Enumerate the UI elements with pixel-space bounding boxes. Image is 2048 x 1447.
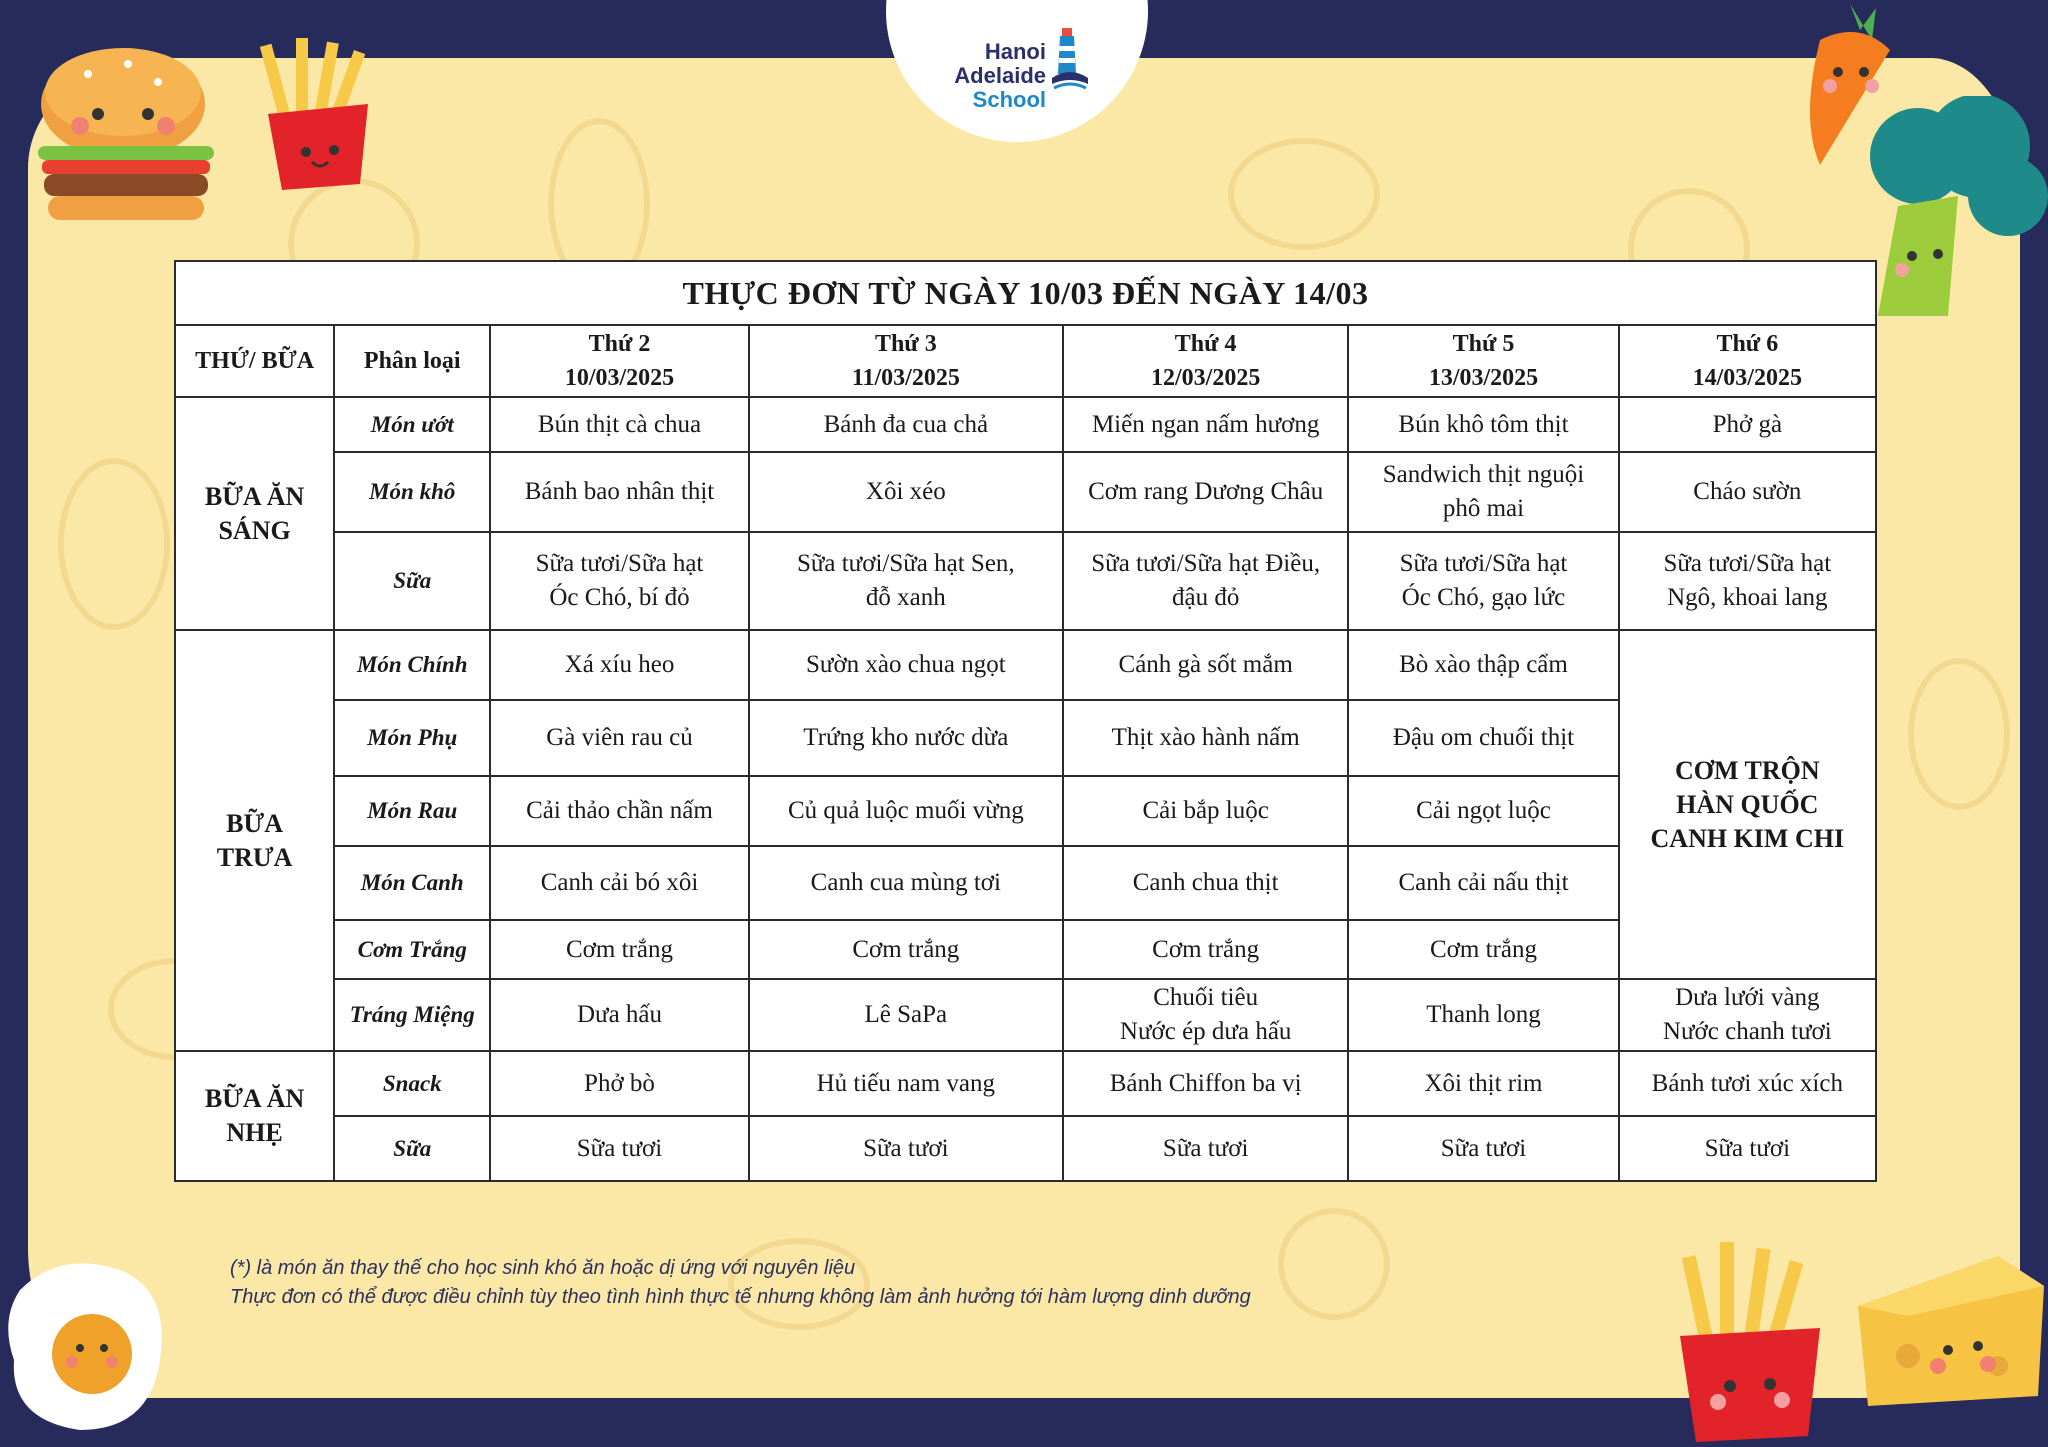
menu-item: Phở bò	[490, 1051, 748, 1116]
logo-line-2: Adelaide	[954, 63, 1046, 88]
menu-item: Bún khô tôm thịt	[1348, 397, 1618, 452]
menu-item	[1619, 532, 1876, 630]
meal-label-text: BỮA ĂN SÁNG	[204, 481, 305, 545]
food-doodle	[58, 458, 170, 630]
menu-item	[1348, 452, 1618, 532]
menu-item: Canh cải bó xôi	[490, 846, 748, 920]
title-row	[175, 261, 1876, 325]
menu-item-text: Xôi xéo	[865, 478, 946, 505]
menu-item: Thịt xào hành nấm	[1063, 700, 1348, 776]
menu-item	[1063, 532, 1348, 630]
menu-item-text: Dưa lưới vàng Nước chanh tươi	[1662, 984, 1832, 1045]
menu-item-text: Cơm rang Dương Châu	[1088, 478, 1324, 505]
menu-item-text: Sữa tươi/Sữa hạt Óc Chó, bí đỏ	[535, 550, 704, 611]
menu-item: Bánh tươi xúc xích	[1619, 1051, 1876, 1116]
menu-item: Canh cải nấu thịt	[1348, 846, 1618, 920]
day-header	[1063, 325, 1348, 397]
day-name: Thứ 6	[1716, 331, 1779, 357]
meal-label-breakfast	[175, 397, 334, 630]
food-doodle	[1278, 1208, 1390, 1320]
meal-label-lunch	[175, 630, 334, 1051]
day-date: 10/03/2025	[564, 365, 675, 391]
day-date: 14/03/2025	[1692, 365, 1802, 391]
cheese-icon	[1848, 1246, 2048, 1416]
category-cell: Món khô	[334, 452, 490, 532]
menu-item	[749, 532, 1063, 630]
logo-line-3: School	[972, 87, 1046, 112]
day-name: Thứ 2	[588, 331, 651, 357]
food-doodle	[1228, 138, 1380, 250]
meal-column-header: THỨ/ BỮA	[175, 325, 334, 397]
menu-item: Hủ tiếu nam vang	[749, 1051, 1063, 1116]
day-header	[490, 325, 748, 397]
menu-item	[490, 532, 748, 630]
meal-label-snack	[175, 1051, 334, 1181]
category-cell: Sữa	[334, 532, 490, 630]
day-header	[1619, 325, 1876, 397]
footnotes	[230, 1254, 1251, 1312]
menu-item: Trứng kho nước dừa	[749, 700, 1063, 776]
menu-item: Miến ngan nấm hương	[1063, 397, 1348, 452]
menu-item	[1619, 452, 1876, 532]
menu-item	[490, 979, 748, 1051]
menu-item: Cơm trắng	[749, 920, 1063, 979]
menu-item: Xá xíu heo	[490, 630, 748, 700]
table-row	[175, 630, 1876, 700]
menu-item: Canh cua mùng tơi	[749, 846, 1063, 920]
fries-icon	[248, 34, 388, 194]
menu-item: Bún thịt cà chua	[490, 397, 748, 452]
menu-item: Canh chua thịt	[1063, 846, 1348, 920]
header-row	[175, 325, 1876, 397]
friday-lunch-combined	[1619, 630, 1876, 979]
menu-item: Sữa tươi	[1619, 1116, 1876, 1181]
menu-item: Cơm trắng	[1063, 920, 1348, 979]
menu-item: Cơm trắng	[490, 920, 748, 979]
friday-lunch-text: CƠM TRỘN HÀN QUỐC CANH KIM CHI	[1650, 755, 1845, 853]
day-name: Thứ 4	[1174, 331, 1237, 357]
menu-item: Sườn xào chua ngọt	[749, 630, 1063, 700]
broccoli-icon	[1858, 96, 2048, 326]
menu-item: Cải thảo chần nấm	[490, 776, 748, 846]
food-doodle	[1908, 658, 2010, 810]
menu-item: Củ quả luộc muối vừng	[749, 776, 1063, 846]
weekly-menu-table	[174, 260, 1877, 1182]
menu-item-text: Dưa hấu	[576, 1001, 663, 1028]
menu-item-text: Cháo sườn	[1693, 478, 1802, 505]
menu-item	[1063, 452, 1348, 532]
category-cell: Snack	[334, 1051, 490, 1116]
menu-item-text: Chuối tiêu Nước ép dưa hấu	[1119, 984, 1292, 1045]
category-cell: Món Canh	[334, 846, 490, 920]
table-row	[175, 1051, 1876, 1116]
day-date: 11/03/2025	[851, 365, 960, 391]
table-row	[175, 532, 1876, 630]
menu-item: Xôi thịt rim	[1348, 1051, 1618, 1116]
day-date: 12/03/2025	[1150, 365, 1261, 391]
menu-item	[490, 452, 748, 532]
category-cell: Món ướt	[334, 397, 490, 452]
menu-item	[1063, 979, 1348, 1051]
menu-item-text: Sữa tươi/Sữa hạt Óc Chó, gạo lức	[1399, 550, 1568, 611]
category-column-header: Phân loại	[334, 325, 490, 397]
day-header	[1348, 325, 1618, 397]
menu-item-text: Sandwich thịt nguội phô mai	[1382, 461, 1585, 522]
category-cell: Món Chính	[334, 630, 490, 700]
day-header	[749, 325, 1063, 397]
logo-line-1: Hanoi	[984, 39, 1046, 64]
menu-item: Đậu om chuối thịt	[1348, 700, 1618, 776]
burger-icon	[18, 34, 228, 234]
menu-item: Cải ngọt luộc	[1348, 776, 1618, 846]
menu-item	[749, 979, 1063, 1051]
menu-item-text: Sữa tươi/Sữa hạt Ngô, khoai lang	[1663, 550, 1832, 611]
menu-item: Bò xào thập cẩm	[1348, 630, 1618, 700]
menu-item	[1348, 979, 1618, 1051]
menu-item: Sữa tươi	[749, 1116, 1063, 1181]
table-row	[175, 1116, 1876, 1181]
lighthouse-icon	[1050, 26, 1090, 96]
menu-title: THỰC ĐƠN TỪ NGÀY 10/03 ĐẾN NGÀY 14/03	[175, 261, 1876, 325]
menu-item-text: Bánh bao nhân thịt	[524, 478, 715, 505]
category-cell: Sữa	[334, 1116, 490, 1181]
menu-item	[1348, 532, 1618, 630]
category-cell: Món Rau	[334, 776, 490, 846]
fries-icon	[1660, 1236, 1848, 1447]
table-row	[175, 452, 1876, 532]
meal-label-text: BỮA TRƯA	[216, 808, 293, 872]
menu-item-text: Lê SaPa	[864, 1001, 948, 1028]
menu-item-text: Sữa tươi/Sữa hạt Sen, đỗ xanh	[796, 550, 1015, 611]
menu-item: Phở gà	[1619, 397, 1876, 452]
menu-item	[749, 452, 1063, 532]
egg-icon	[0, 1250, 180, 1447]
menu-item: Sữa tươi	[490, 1116, 748, 1181]
menu-item: Gà viên rau củ	[490, 700, 748, 776]
table-row	[175, 979, 1876, 1051]
footnote-adjustment: Thực đơn có thể được điều chỉnh tùy theo tình hình thực tế nhưng không làm ảnh hưởng tới hàm lượng dinh dưỡng	[230, 1286, 1251, 1308]
table-row	[175, 397, 1876, 452]
category-cell: Tráng Miệng	[334, 979, 490, 1051]
menu-item: Sữa tươi	[1348, 1116, 1618, 1181]
meal-label-text: BỮA ĂN NHẸ	[204, 1084, 305, 1147]
category-cell: Cơm Trắng	[334, 920, 490, 979]
day-name: Thứ 5	[1452, 331, 1515, 357]
menu-item: Cánh gà sốt mắm	[1063, 630, 1348, 700]
menu-item-text: Sữa tươi/Sữa hạt Điều, đậu đỏ	[1091, 550, 1321, 611]
day-name: Thứ 3	[874, 331, 937, 357]
day-date: 13/03/2025	[1428, 365, 1539, 391]
menu-item: Bánh Chiffon ba vị	[1063, 1051, 1348, 1116]
category-cell: Món Phụ	[334, 700, 490, 776]
menu-item: Cơm trắng	[1348, 920, 1618, 979]
footnote-substitution: (*) là món ăn thay thế cho học sinh khó ăn hoặc dị ứng với nguyên liệu	[230, 1257, 856, 1279]
menu-item-text: Thanh long	[1426, 1001, 1541, 1028]
menu-item: Bánh đa cua chả	[749, 397, 1063, 452]
menu-item: Cải bắp luộc	[1063, 776, 1348, 846]
school-logo	[940, 40, 1046, 112]
menu-item	[1619, 979, 1876, 1051]
menu-item: Sữa tươi	[1063, 1116, 1348, 1181]
